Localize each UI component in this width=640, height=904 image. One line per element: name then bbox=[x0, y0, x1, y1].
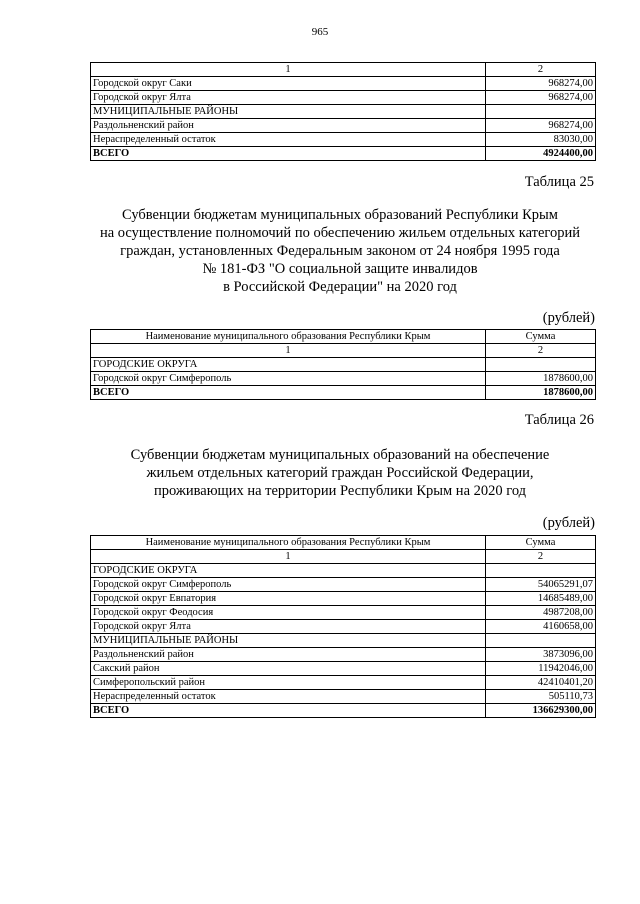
row-name: Нераспределенный остаток bbox=[91, 690, 486, 704]
table-row bbox=[91, 592, 596, 606]
column-header-name: Наименование муниципального образования Республики Крым bbox=[91, 536, 486, 550]
title-line: № 181-ФЗ "О социальной защите инвалидов bbox=[202, 261, 478, 277]
column-number-row bbox=[91, 550, 596, 564]
table-row bbox=[91, 578, 596, 592]
row-value: 968274,00 bbox=[486, 119, 596, 133]
table-row bbox=[91, 606, 596, 620]
column-number-1: 1 bbox=[91, 550, 486, 564]
row-value: 14685489,00 bbox=[486, 592, 596, 606]
column-number-2: 2 bbox=[486, 344, 596, 358]
header-row bbox=[91, 536, 596, 550]
table-row bbox=[91, 648, 596, 662]
title-line: жильем отдельных категорий граждан Российской Федерации, bbox=[146, 465, 534, 481]
total-label: ВСЕГО bbox=[91, 704, 486, 718]
section-row bbox=[91, 634, 596, 648]
row-value: 54065291,07 bbox=[486, 578, 596, 592]
section-row bbox=[91, 105, 596, 119]
row-name: Нераспределенный остаток bbox=[91, 133, 486, 147]
table-row bbox=[91, 119, 596, 133]
row-value: 1878600,00 bbox=[486, 372, 596, 386]
title-line: на осуществление полномочий по обеспечению жильем отдельных категорий bbox=[99, 225, 581, 241]
column-number-row bbox=[91, 63, 596, 77]
table25 bbox=[90, 329, 596, 400]
column-number-2: 2 bbox=[486, 550, 596, 564]
row-value: 83030,00 bbox=[486, 133, 596, 147]
row-name: Раздольненский район bbox=[91, 648, 486, 662]
table25-label: Таблица 25 bbox=[524, 174, 594, 190]
table-row bbox=[91, 690, 596, 704]
title-line: граждан, установленных Федеральным законом от 24 ноября 1995 года bbox=[120, 243, 560, 259]
row-value: 968274,00 bbox=[486, 91, 596, 105]
row-value: 4987208,00 bbox=[486, 606, 596, 620]
row-name: Сакский район bbox=[91, 662, 486, 676]
section-name: ГОРОДСКИЕ ОКРУГА bbox=[91, 564, 486, 578]
section-name: ГОРОДСКИЕ ОКРУГА bbox=[91, 358, 486, 372]
table26-title bbox=[70, 446, 610, 500]
table25-title bbox=[70, 206, 610, 296]
column-number-2: 2 bbox=[486, 63, 596, 77]
header-row bbox=[91, 330, 596, 344]
total-value: 1878600,00 bbox=[486, 386, 596, 400]
total-row bbox=[91, 386, 596, 400]
total-row bbox=[91, 704, 596, 718]
row-name: Городской округ Евпатория bbox=[91, 592, 486, 606]
column-number-row bbox=[91, 344, 596, 358]
table-row bbox=[91, 676, 596, 690]
table26-units: (рублей) bbox=[542, 515, 595, 531]
table-row bbox=[91, 620, 596, 634]
row-name: Городской округ Саки bbox=[91, 77, 486, 91]
section-name: МУНИЦИПАЛЬНЫЕ РАЙОНЫ bbox=[91, 634, 486, 648]
row-value: 505110,73 bbox=[486, 690, 596, 704]
row-name: Городской округ Ялта bbox=[91, 620, 486, 634]
total-value: 136629300,00 bbox=[486, 704, 596, 718]
table25-units: (рублей) bbox=[542, 310, 595, 326]
row-value: 3873096,00 bbox=[486, 648, 596, 662]
row-value: 968274,00 bbox=[486, 77, 596, 91]
column-header-name: Наименование муниципального образования Республики Крым bbox=[91, 330, 486, 344]
row-value: 4160658,00 bbox=[486, 620, 596, 634]
section-row bbox=[91, 358, 596, 372]
row-value bbox=[486, 358, 596, 372]
row-value bbox=[486, 564, 596, 578]
row-value: 11942046,00 bbox=[486, 662, 596, 676]
column-header-sum: Сумма bbox=[486, 536, 596, 550]
row-value: 42410401,20 bbox=[486, 676, 596, 690]
page-number: 965 bbox=[311, 26, 329, 38]
section-name: МУНИЦИПАЛЬНЫЕ РАЙОНЫ bbox=[91, 105, 486, 119]
column-number-1: 1 bbox=[91, 63, 486, 77]
column-number-1: 1 bbox=[91, 344, 486, 358]
row-name: Городской округ Симферополь bbox=[91, 372, 486, 386]
table-continued bbox=[90, 62, 596, 161]
row-name: Городской округ Симферополь bbox=[91, 578, 486, 592]
row-name: Городской округ Феодосия bbox=[91, 606, 486, 620]
row-name: Раздольненский район bbox=[91, 119, 486, 133]
table-row bbox=[91, 133, 596, 147]
table-row bbox=[91, 91, 596, 105]
table-row bbox=[91, 372, 596, 386]
table26 bbox=[90, 535, 596, 718]
table26-label: Таблица 26 bbox=[524, 412, 594, 428]
table-row bbox=[91, 662, 596, 676]
total-label: ВСЕГО bbox=[91, 386, 486, 400]
row-name: Городской округ Ялта bbox=[91, 91, 486, 105]
section-row bbox=[91, 564, 596, 578]
row-value bbox=[486, 634, 596, 648]
title-line: Субвенции бюджетам муниципальных образований на обеспечение bbox=[130, 447, 550, 463]
row-name: Симферопольский район bbox=[91, 676, 486, 690]
title-line: Субвенции бюджетам муниципальных образований Республики Крым bbox=[122, 207, 558, 223]
total-value: 4924400,00 bbox=[486, 147, 596, 161]
column-header-sum: Сумма bbox=[486, 330, 596, 344]
table-row bbox=[91, 77, 596, 91]
title-line: проживающих на территории Республики Крым на 2020 год bbox=[153, 483, 527, 499]
title-line: в Российской Федерации" на 2020 год bbox=[223, 279, 457, 295]
total-label: ВСЕГО bbox=[91, 147, 486, 161]
row-value bbox=[486, 105, 596, 119]
total-row bbox=[91, 147, 596, 161]
